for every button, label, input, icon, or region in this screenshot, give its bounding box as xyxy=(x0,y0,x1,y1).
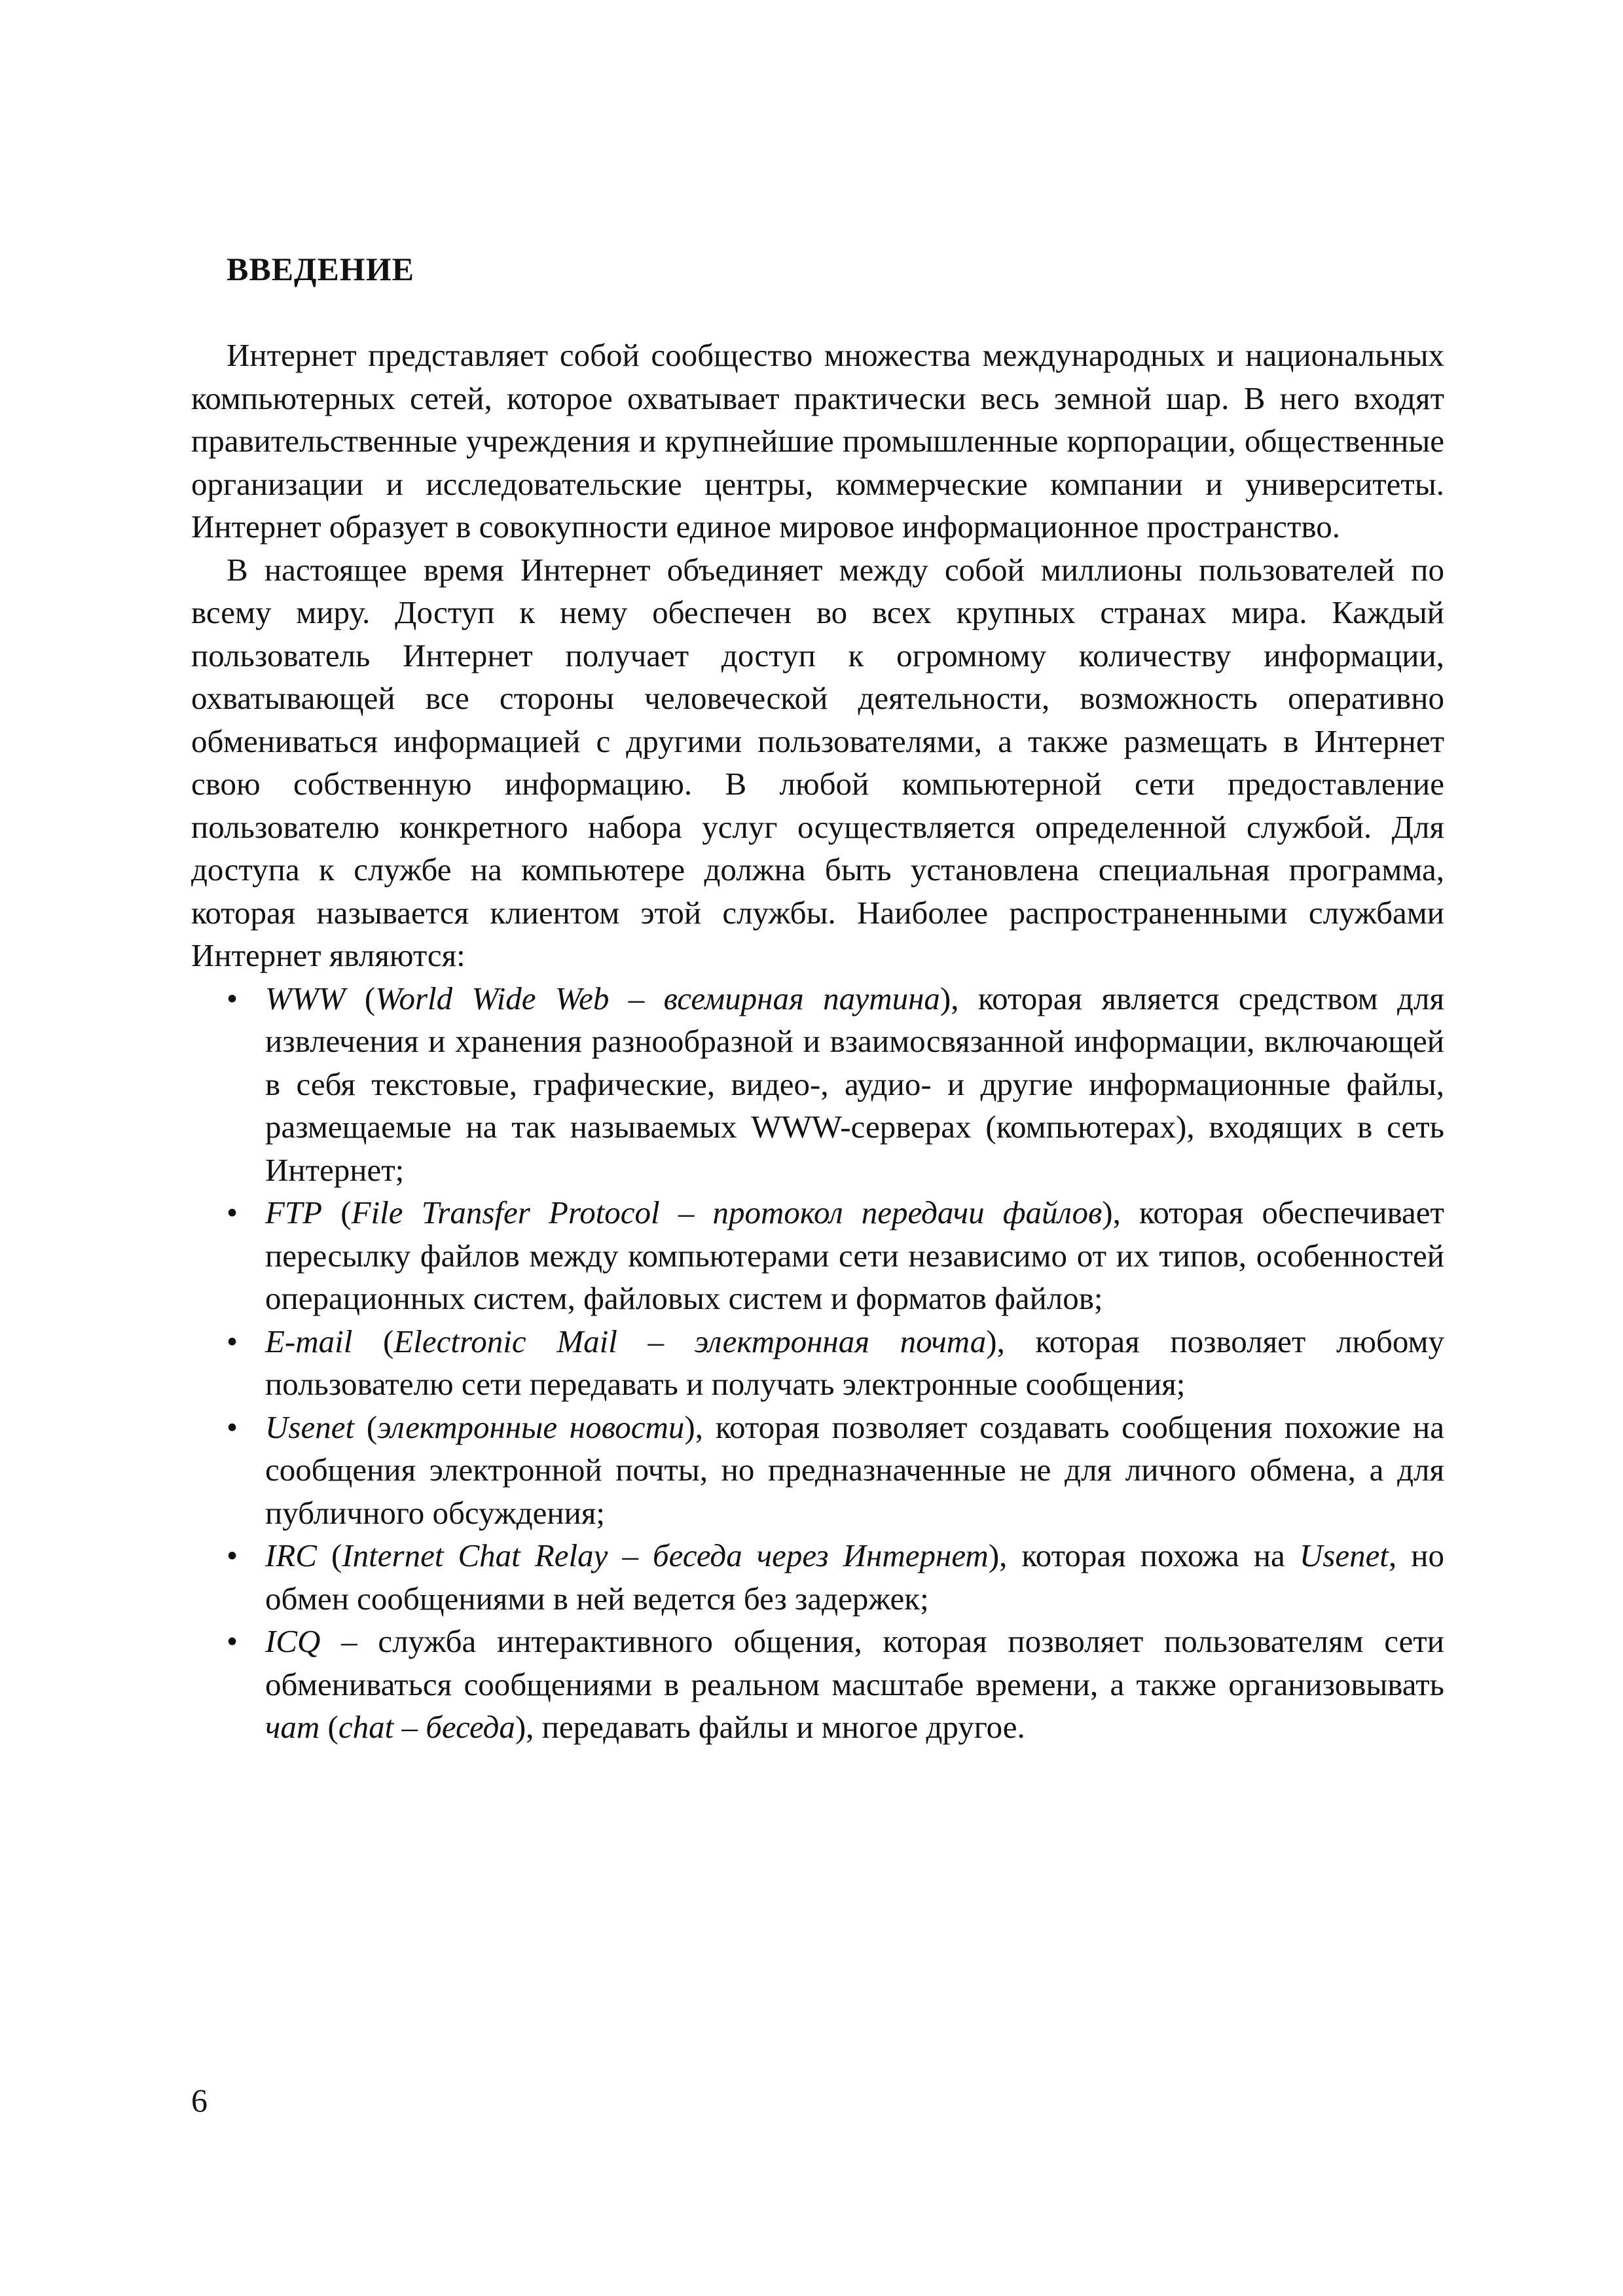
service-gloss: Internet Chat Relay – беседа через Интернет xyxy=(342,1537,989,1573)
service-description: ), которая позволяет любому пользователю сети передавать и получать электронные сообщения; xyxy=(265,1323,1445,1402)
bullet-icon: • xyxy=(227,1323,238,1359)
bullet-icon: • xyxy=(227,1537,238,1573)
list-item-usenet: • Usenet (электронные новости), которая позволяет создавать сообщения похожие на сообщения электронной почты, но предназначенные не для личного обмена, а для публичного обсуждения; xyxy=(191,1406,1444,1535)
service-term: WWW xyxy=(265,980,346,1016)
service-gloss: электронные новости xyxy=(377,1408,685,1445)
service-term: ICQ xyxy=(265,1623,321,1659)
service-description-tail: , но обмен сообщениями в ней ведется без задержек; xyxy=(265,1537,1444,1617)
service-description: ), которая обеспечивает пересылку файлов между компьютерами сети независимо от их типов, особенностей операционных систем, файловых систем и форматов файлов; xyxy=(265,1194,1444,1316)
service-description: ), которая позволяет создавать сообщения похожие на сообщения электронной почты, но предназначенные не для личного обмена, а для публичного обсуждения; xyxy=(265,1408,1444,1531)
list-item-ftp: • FTP (File Transfer Protocol – протокол передачи файлов), которая обеспечивает пересылку файлов между компьютерами сети независимо от их типов, особенностей операционных систем, файловых систем и форматов файлов; xyxy=(191,1191,1444,1320)
paragraph-services: В настоящее время Интернет объединяет между собой миллионы пользователей по всему миру. Доступ к нему обеспечен во всех крупных странах мира. Каждый пользователь Интернет получает доступ к огромному количеству информации, охватывающей все стороны человеческой деятельности, возможность оперативно обмениваться информацией с другими пользователями, а также размещать в Интернет свою собственную информацию. В любой компьютерной сети предоставление пользователю конкретного набора услуг осуществляется определенной службой. Для доступа к службе на компьютере должна быть установлена специальная программа, которая называется клиентом этой службы. Наиболее распространенными службами Интернет являются: xyxy=(191,551,1444,973)
service-description-tail: ), передавать файлы и многое другое. xyxy=(515,1709,1025,1745)
services-list xyxy=(191,977,1444,1749)
service-gloss: Electronic Mail – электронная почта xyxy=(393,1323,987,1359)
service-description: ), которая является средством для извлечения и хранения разнообразной и взаимосвязанной информации, включающей в себя текстовые, графические, видео-, аудио- и другие информационные файлы, размещаемые на так называемых WWW-серверах (компьютерах), входящих в сеть Интернет; xyxy=(265,980,1444,1188)
list-item-www: • WWW (World Wide Web – всемирная паутина), которая является средством для извлечения и хранения разнообразной и взаимосвязанной информации, включающей в себя текстовые, графические, видео-, аудио- и другие информационные файлы, размещаемые на так называемых WWW-серверах (компьютерах), входящих в сеть Интернет; xyxy=(191,977,1444,1192)
service-term-chat: чат xyxy=(265,1709,320,1745)
page-number: 6 xyxy=(191,2082,208,2119)
service-term-reference: Usenet xyxy=(1299,1537,1389,1573)
service-term: IRC xyxy=(265,1537,317,1573)
service-term: Usenet xyxy=(265,1408,355,1445)
bullet-icon: • xyxy=(227,1408,238,1445)
service-description: ), которая похожа на xyxy=(988,1537,1300,1573)
service-gloss: World Wide Web – всемирная паутина xyxy=(375,980,940,1016)
section-heading: ВВЕДЕНИЕ xyxy=(227,251,414,287)
service-description: – служба интерактивного общения, которая позволяет пользователям сети обмениваться сообщениями в реальном масштабе времени, а также организовывать xyxy=(265,1623,1444,1702)
list-item-email: • E-mail (Electronic Mail – электронная почта), которая позволяет любому пользователю сети передавать и получать электронные сообщения; xyxy=(191,1320,1444,1406)
bullet-icon: • xyxy=(227,1194,238,1230)
paragraph-intro: Интернет представляет собой сообщество множества международных и национальных компьютерных сетей, которое охватывает практически весь земной шар. В него входят правительственные учреждения и крупнейшие промышленные корпорации, общественные организации и исследовательские центры, коммерческие компании и университеты. Интернет образует в совокупности единое мировое информационное пространство. xyxy=(191,337,1444,545)
list-item-icq: • ICQ – служба интерактивного общения, которая позволяет пользователям сети обмениваться сообщениями в реальном масштабе времени, а также организовывать чат (chat – беседа), передавать файлы и многое другое. xyxy=(191,1620,1444,1749)
bullet-icon: • xyxy=(227,1623,238,1659)
service-term: FTP xyxy=(265,1194,323,1230)
service-term: E-mail xyxy=(265,1323,353,1359)
list-item-irc: • IRC (Internet Chat Relay – беседа через Интернет), которая похожа на Usenet, но обмен сообщениями в ней ведется без задержек; xyxy=(191,1534,1444,1620)
body-text xyxy=(191,334,1444,1749)
service-gloss-chat: chat – беседа xyxy=(338,1709,515,1745)
service-gloss: File Transfer Protocol – протокол передачи файлов xyxy=(351,1194,1103,1230)
bullet-icon: • xyxy=(227,980,238,1016)
